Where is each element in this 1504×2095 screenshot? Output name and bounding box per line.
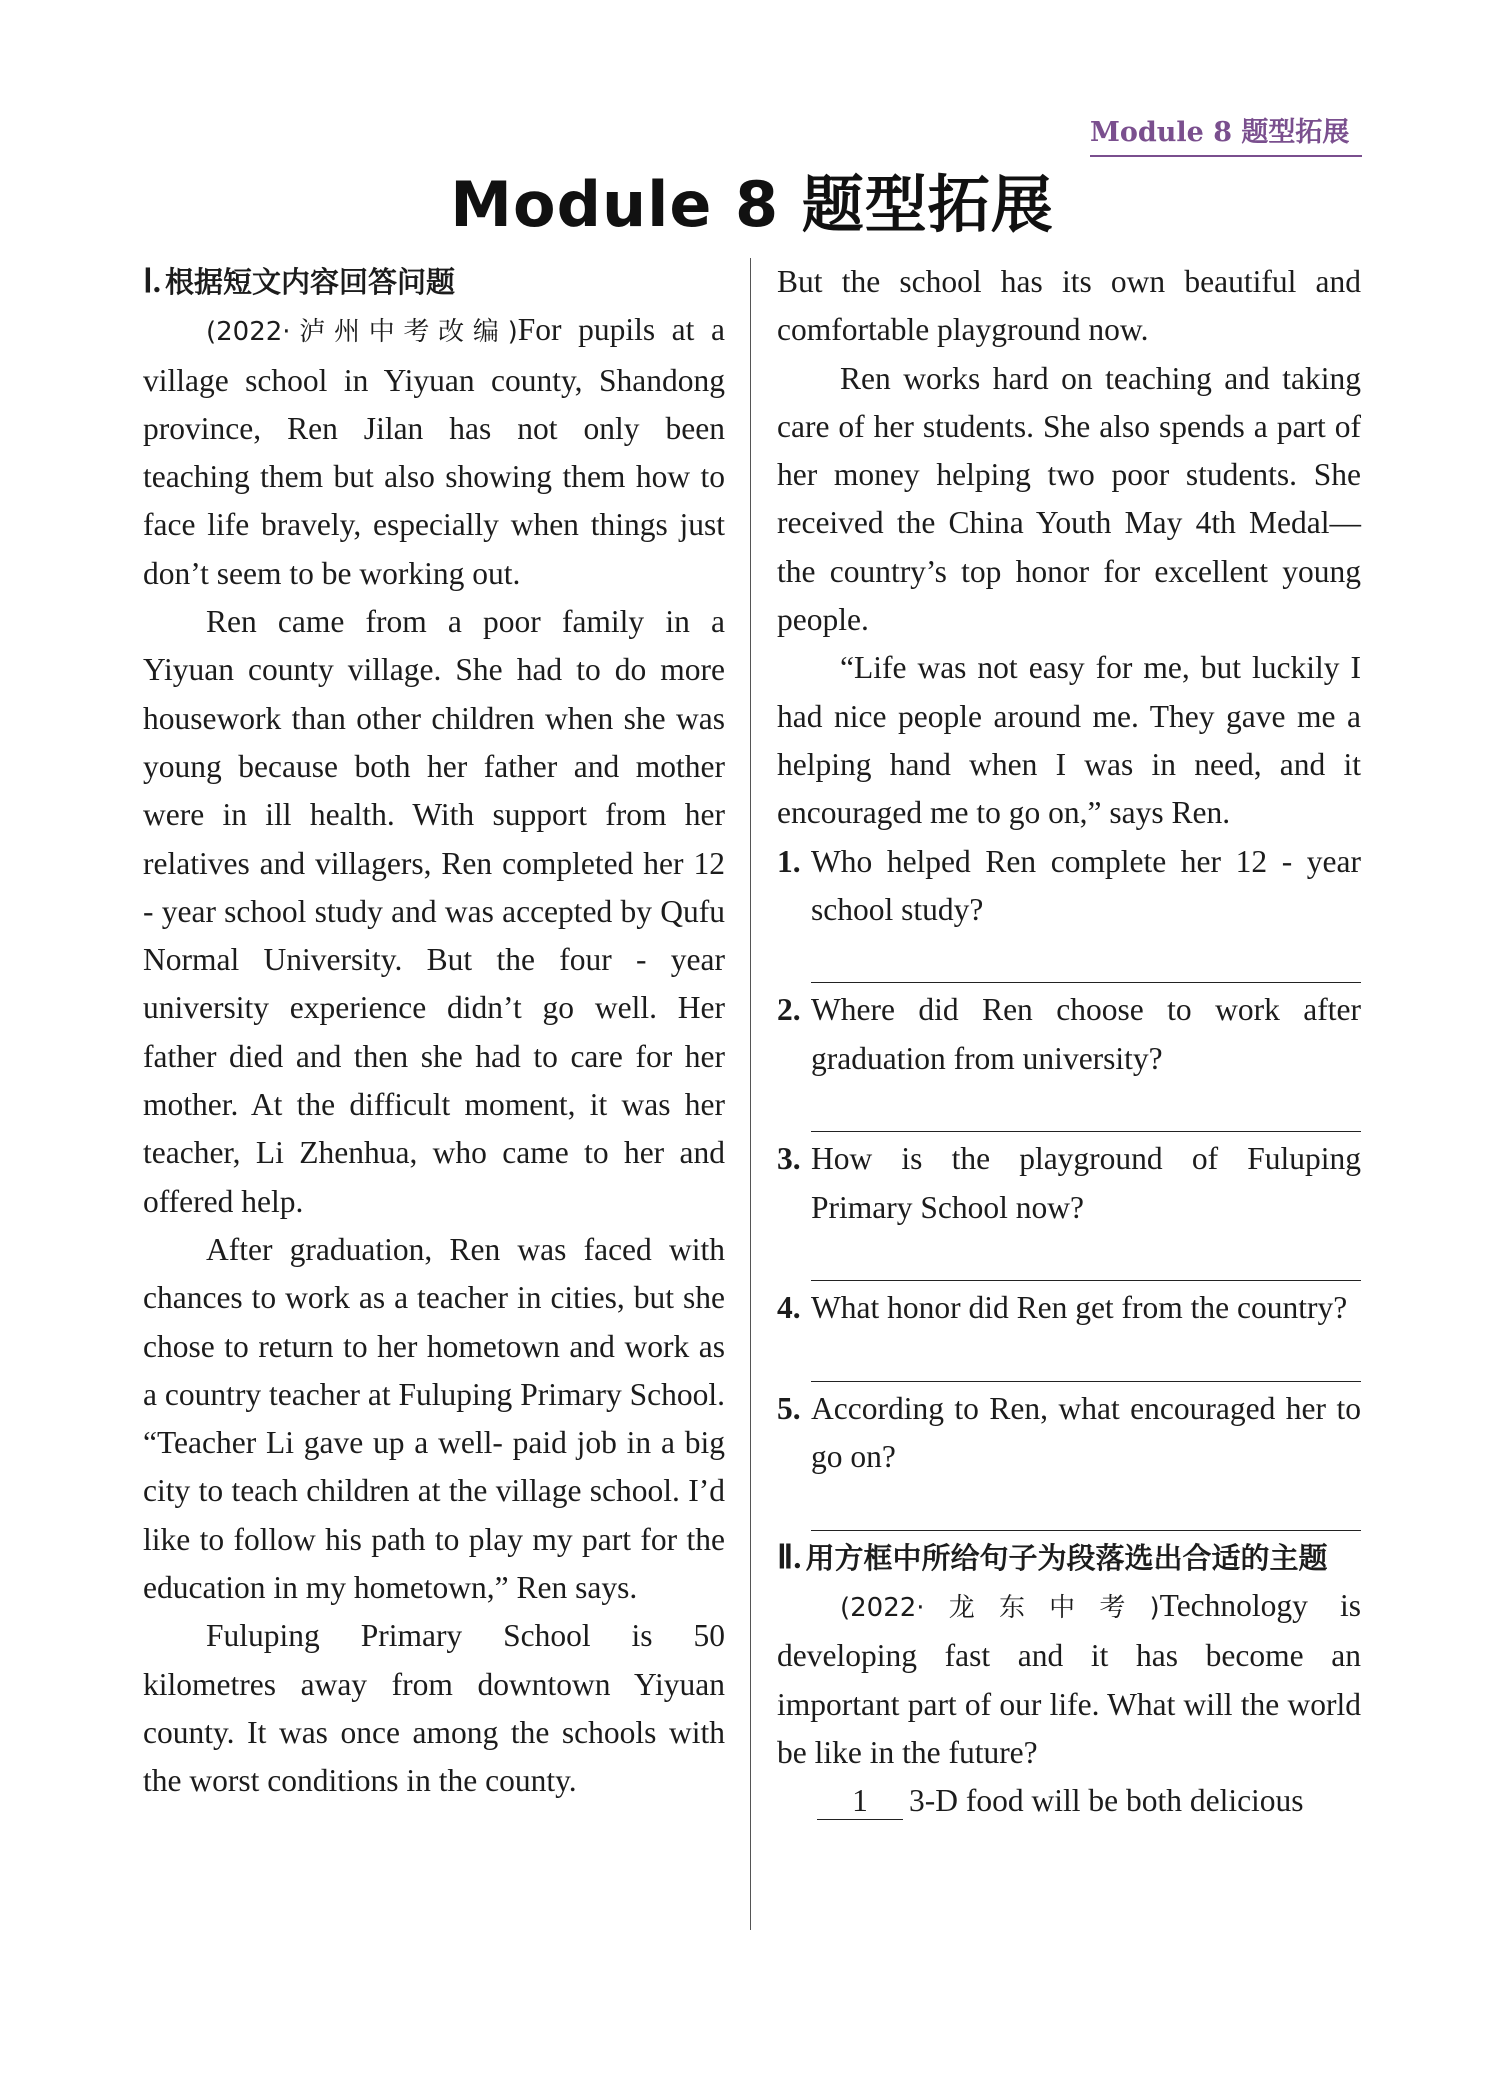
question-text: What honor did Ren get from the country? — [811, 1290, 1348, 1326]
running-head: Module 8 题型拓展 — [1090, 110, 1362, 157]
answer-line[interactable] — [811, 1481, 1361, 1530]
right-column — [777, 258, 1361, 1826]
page-title: Module 8 题型拓展 — [450, 168, 1054, 241]
passage-paragraph: Ren works hard on teaching and taking care of her students. She also spends a part of her money helping two poor students. She received the China Youth May 4th Medal—the country’s top honor for excellent young people. — [777, 360, 1361, 638]
question-number: 2. — [777, 992, 801, 1028]
section-2-heading — [777, 1534, 1361, 1582]
section-2-number: Ⅱ. — [777, 1539, 802, 1576]
question-item — [777, 1284, 1361, 1382]
question-number: 3. — [777, 1141, 801, 1177]
passage-paragraph: 1 3-D food will be both delicious — [777, 1777, 1361, 1825]
question-text: Who helped Ren complete her 12 - year school study? — [811, 843, 1361, 927]
source-note: (2022·龙东中考) — [840, 1593, 1160, 1624]
passage-paragraph: But the school has its own beautiful and comfortable playground now. — [777, 264, 1361, 348]
passage-paragraph: Fuluping Primary School is 50 kilometres away from downtown Yiyuan county. It was once among the schools with the worst conditions in the county. — [143, 1618, 725, 1799]
passage-paragraph: After graduation, Ren was faced with chances to work as a teacher in cities, but she chose to return to her hometown and work as a country teacher at Fuluping Primary School. “Teacher Li gave up a well- paid job in a big city to teach children at the village school. I’d like to follow his path to play my part for the education in my hometown,” Ren says. — [143, 1231, 725, 1606]
question-number: 4. — [777, 1290, 801, 1326]
question-number: 1. — [777, 843, 801, 879]
answer-line[interactable] — [811, 1232, 1361, 1281]
column-divider — [750, 258, 751, 1930]
question-item — [777, 1385, 1361, 1531]
left-column — [143, 258, 725, 1806]
passage-paragraph: “Life was not easy for me, but luckily I had nice people around me. They gave me a helping hand when I was in need, and it encouraged me to go on,” says Ren. — [777, 650, 1361, 831]
passage-paragraph: (2022·泸州中考改编)For pupils at a village school in Yiyuan county, Shandong province, Ren Jilan has not only been teaching them but also showing them how to face life bravely, especially when things just don’t seem to be working out. — [143, 312, 725, 591]
section-1-title: 根据短文内容回答问题 — [164, 265, 455, 299]
passage-paragraph: Ren came from a poor family in a Yiyuan county village. She had to do more housework than other children when she was young because both her father and mother were in ill health. With support from her relatives and villagers, Ren completed her 12 - year school study and was accepted by Qufu Normal University. But the four - year university experience didn’t go well. Her father died and then she had to care for her mother. At the difficult moment, it was her teacher, Li Zhenhua, who came to her and offered help. — [143, 604, 725, 1219]
question-item — [777, 838, 1361, 984]
question-number: 5. — [777, 1390, 801, 1426]
question-text: According to Ren, what encouraged her to go on? — [811, 1390, 1361, 1475]
section-1-number: Ⅰ. — [143, 264, 161, 300]
passage-paragraph: (2022·龙东中考)Technology is developing fast and it has become an important part of our life. What will the world be like in the future? — [777, 1588, 1361, 1770]
question-text: Where did Ren choose to work after graduation from university? — [811, 992, 1361, 1076]
blank-1[interactable]: 1 — [817, 1783, 903, 1820]
question-item — [777, 986, 1361, 1132]
answer-line[interactable] — [811, 1083, 1361, 1132]
section-1-heading — [143, 258, 725, 306]
source-note: (2022·泸州中考改编) — [206, 317, 518, 348]
question-item — [777, 1135, 1361, 1281]
question-text: How is the playground of Fuluping Primary School now? — [811, 1141, 1361, 1225]
section-2-title: 用方框中所给句子为段落选出合适的主题 — [805, 1540, 1328, 1575]
answer-line[interactable] — [811, 1333, 1361, 1382]
answer-line[interactable] — [811, 934, 1361, 983]
